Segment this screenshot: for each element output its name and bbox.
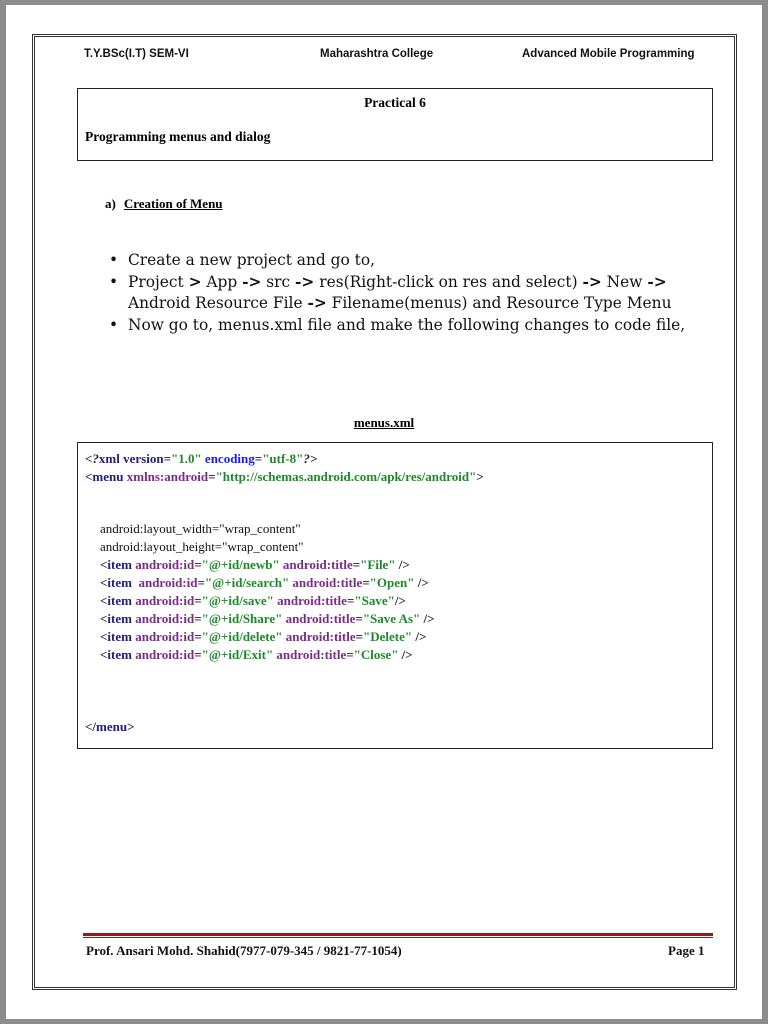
code-line-menu-close: </menu>	[85, 719, 135, 734]
code-line-item: <item android:id="@+id/Share" android:title="Save As" />	[100, 611, 435, 626]
code-line-layout-height: android:layout_height="wrap_content"	[100, 539, 304, 554]
header-college: Maharashtra College	[320, 48, 434, 60]
footer-author: Prof. Ansari Mohd. Shahid(7977-079-345 / 9821-77-1054)	[86, 943, 402, 958]
footer-rule-thin	[83, 937, 713, 938]
section-heading	[105, 196, 223, 212]
code-line-item: <item android:id="@+id/search" android:title="Open" />	[100, 575, 429, 590]
footer-rule	[83, 933, 713, 936]
practical-title-box	[77, 88, 713, 161]
code-line-item: <item android:id="@+id/save" android:title="Save"/>	[100, 593, 406, 608]
list-item: • Now go to, menus.xml file and make the following changes to code file,	[105, 315, 715, 337]
code-file-title: menus.xml	[353, 415, 415, 430]
code-line-layout-width: android:layout_width="wrap_content"	[100, 521, 301, 536]
code-line-item: <item android:id="@+id/delete" android:title="Delete" />	[100, 629, 427, 644]
header-course: T.Y.BSc(I.T) SEM-VI	[84, 48, 189, 60]
instruction-list	[105, 250, 715, 336]
practical-number: Practical 6	[364, 95, 426, 110]
code-line-xml-declaration: <?xml version="1.0" encoding="utf-8"?>	[85, 451, 318, 466]
footer-page-number: Page 1	[668, 943, 705, 958]
header-subject: Advanced Mobile Programming	[522, 48, 695, 60]
list-item: • Create a new project and go to,	[105, 250, 715, 272]
code-line-item: <item android:id="@+id/Exit" android:title="Close" />	[100, 647, 413, 662]
code-line-menu-open: <menu xmlns:android="http://schemas.android.com/apk/res/android">	[85, 469, 484, 484]
code-block	[77, 442, 713, 749]
list-item: • Project > App -> src -> res(Right-click on res and select) -> New -> Android Resource File -> Filename(menus) and Resource Type Menu	[105, 272, 715, 315]
section-title: Creation of Menu	[123, 196, 223, 211]
practical-subject: Programming menus and dialog	[85, 129, 271, 144]
section-marker: a)	[105, 196, 116, 211]
code-line-item: <item android:id="@+id/newb" android:title="File" />	[100, 557, 410, 572]
